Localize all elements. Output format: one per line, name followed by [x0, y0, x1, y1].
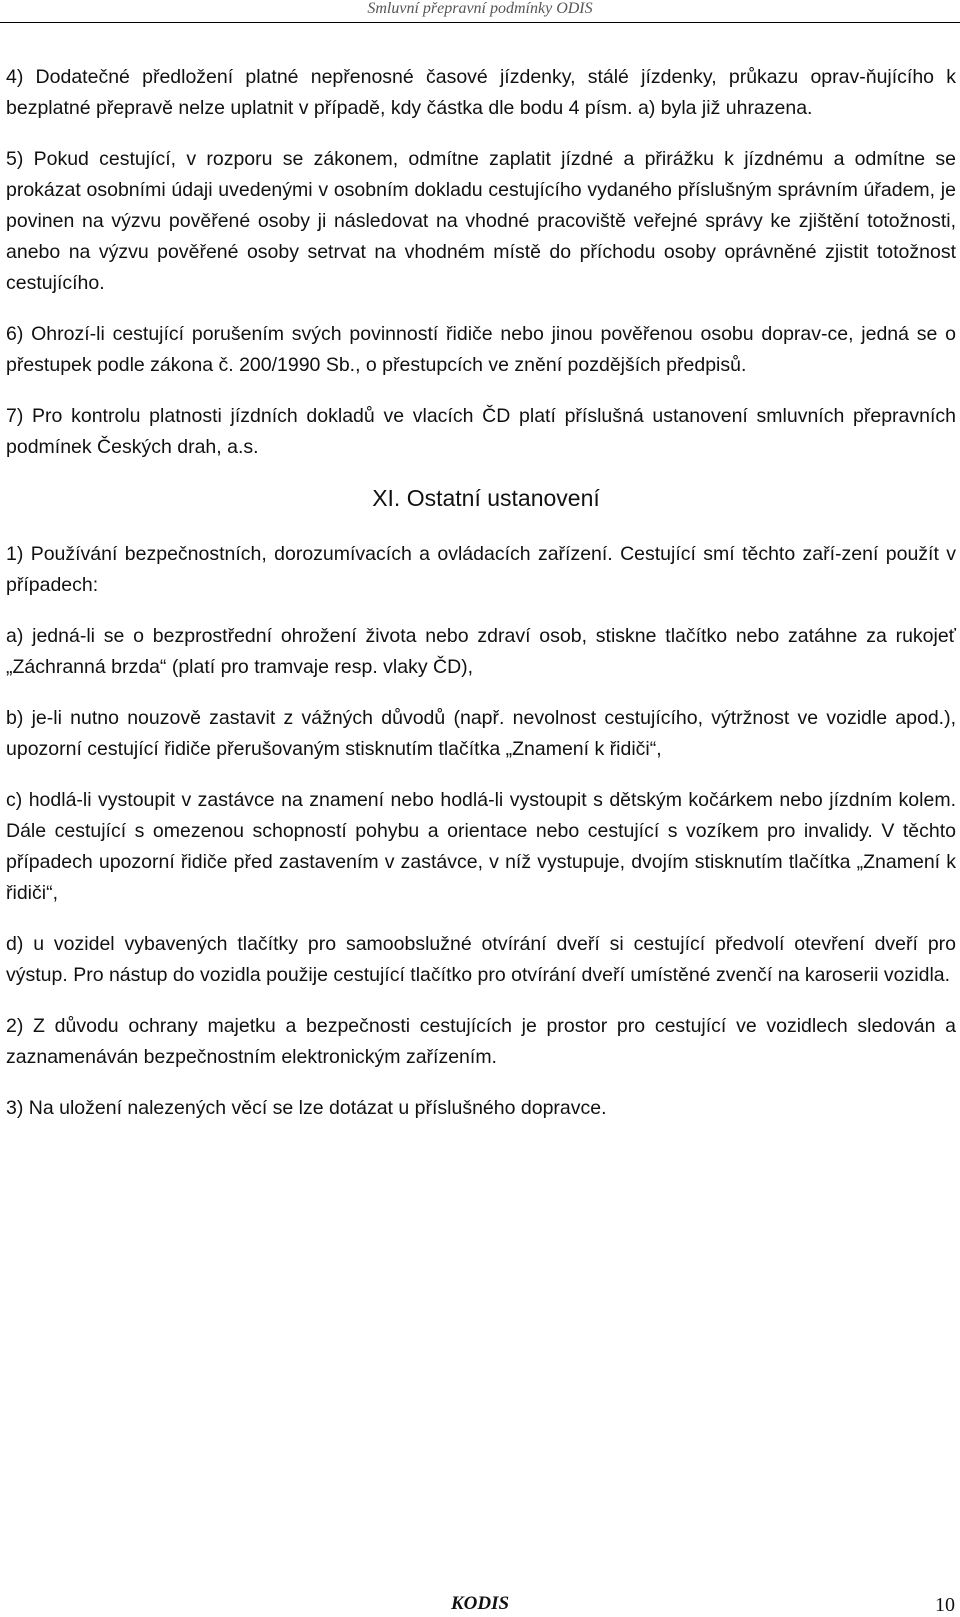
- paragraph-xi-1c: c) hodlá-li vystoupit v zastávce na znamení nebo hodlá-li vystoupit s dětským kočárkem nebo jízdním kolem. Dále cestující s omezenou schopností pohybu a orientace nebo cestující s vozíkem pro invalidy. V těchto případech upozorní řidiče před zastavením v zastávce, v níž vystupuje, dvojím stisknutím tlačítka „Znamení k řidiči“,: [6, 789, 956, 904]
- page-number: 10: [935, 1594, 955, 1616]
- paragraph-7: 7) Pro kontrolu platnosti jízdních dokladů ve vlacích ČD platí příslušná ustanovení smluvních přepravních podmínek Českých drah, a.s.: [6, 405, 956, 458]
- paragraph-4: 4) Dodatečné předložení platné nepřenosné časové jízdenky, stálé jízdenky, průkazu oprav-ňujícího k bezplatné přepravě nelze uplatnit v případě, kdy částka dle bodu 4 písm. a) byla již uhrazena.: [6, 66, 956, 119]
- paragraph-xi-1: 1) Používání bezpečnostních, dorozumívacích a ovládacích zařízení. Cestující smí těchto zaří-zení použít v případech:: [6, 543, 956, 596]
- header-rule: [0, 22, 960, 23]
- paragraph-xi-1d: d) u vozidel vybavených tlačítky pro samoobslužné otvírání dveří si cestující předvolí otevření dveří pro výstup. Pro nástup do vozidla použije cestující tlačítko pro otvírání dveří umístěné zvenčí na karoserii vozidla.: [6, 933, 956, 986]
- paragraph-xi-3: 3) Na uložení nalezených věcí se lze dotázat u příslušného dopravce.: [6, 1097, 607, 1119]
- section-heading: XI. Ostatní ustanovení: [372, 485, 600, 511]
- document-body: [6, 62, 956, 1144]
- footer-label: KODIS: [450, 1593, 510, 1614]
- paragraph-xi-1a: a) jedná-li se o bezprostřední ohrožení života nebo zdraví osob, stiskne tlačítko nebo zatáhne za rukojeť „Záchranná brzda“ (platí pro tramvaje resp. vlaky ČD),: [6, 625, 956, 678]
- paragraph-xi-2: 2) Z důvodu ochrany majetku a bezpečnosti cestujících je prostor pro cestující ve vozidlech sledován a zaznamenáván bezpečnostním elektronickým zařízením.: [6, 1015, 956, 1068]
- paragraph-5: 5) Pokud cestující, v rozporu se zákonem, odmítne zaplatit jízdné a přirážku k jízdnému a odmítne se prokázat osobními údaji uvedenými v osobním dokladu cestujícího vydaného příslušným správním úřadem, je povinen na výzvu pověřené osoby ji následovat na vhodné pracoviště veřejné správy ke zjištění totožnosti, anebo na výzvu pověřené osoby setrvat na vhodném místě do příchodu osoby oprávněné zjistit totožnost cestujícího.: [6, 148, 956, 294]
- page-header: Smluvní přepravní podmínky ODIS: [367, 0, 593, 17]
- paragraph-6: 6) Ohrozí-li cestující porušením svých povinností řidiče nebo jinou pověřenou osobu doprav-ce, jedná se o přestupek podle zákona č. 200/1990 Sb., o přestupcích ve znění pozdějších předpisů.: [6, 323, 956, 376]
- paragraph-xi-1b: b) je-li nutno nouzově zastavit z vážných důvodů (např. nevolnost cestujícího, výtržnost ve vozidle apod.), upozorní cestující řidiče přerušovaným stisknutím tlačítka „Znamení k řidiči“,: [6, 707, 956, 760]
